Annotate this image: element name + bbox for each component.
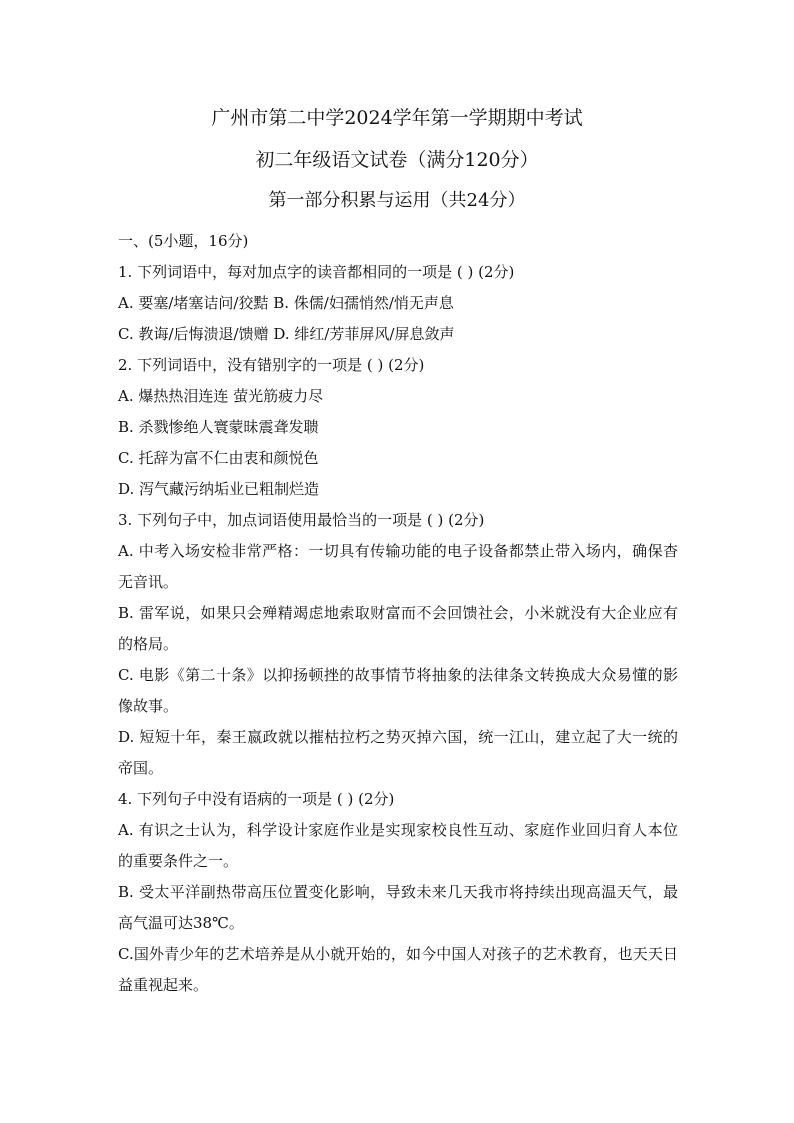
exam-subtitle: 初二年级语文试卷（满分120分） — [255, 149, 539, 171]
q3-option-d: D. 短短十年，秦王嬴政就以摧枯拉朽之势灭掉六国，统一江山，建立起了大一统的帝国。 — [118, 728, 678, 777]
q2-stem: 2. 下列词语中，没有错别字的一项是 ( ) (2分) — [118, 356, 425, 374]
section-heading: 一、(5小题，16分) — [118, 232, 249, 250]
q3-stem: 3. 下列句子中，加点词语使用最恰当的一项是 ( ) (2分) — [118, 511, 485, 529]
q2-option-d: D. 泻气藏污纳垢业已粗制烂造 — [118, 480, 320, 498]
q4-stem: 4. 下列句子中没有语病的一项是 ( ) (2分) — [118, 790, 395, 808]
question-body — [118, 226, 678, 1001]
q4-option-b: B. 受太平洋副热带高压位置变化影响，导致未来几天我市将持续出现高温天气，最高气温可达38℃。 — [118, 883, 678, 932]
q2-option-a: A. 爆热热泪连连 萤光筋疲力尽 — [118, 387, 324, 405]
q3-option-a: A. 中考入场安检非常严格：一切具有传输功能的电子设备都禁止带入场内，确保杳无音讯。 — [118, 542, 678, 591]
q1-stem: 1. 下列词语中，每对加点字的读音都相同的一项是 ( ) (2分) — [118, 263, 515, 281]
q2-option-b: B. 杀戮惨绝人寰蒙昧震聋发聩 — [118, 418, 319, 436]
q3-option-c: C. 电影《第二十条》以抑扬顿挫的故事情节将抽象的法律条文转换成大众易懂的影像故事。 — [118, 666, 678, 715]
exam-title: 广州市第二中学2024学年第一学期期中考试 — [211, 107, 583, 129]
q1-options-cd: C. 教诲/后悔溃退/馈赠 D. 绯红/芳菲屏风/屏息敛声 — [118, 325, 455, 343]
q2-option-c: C. 托辞为富不仁由衷和颜悦色 — [118, 449, 319, 467]
q4-option-c: C.国外青少年的艺术培养是从小就开始的，如今中国人对孩子的艺术教育，也天天日益重视起来。 — [118, 945, 678, 994]
q1-options-ab: A. 要塞/堵塞诘问/狡黠 B. 侏儒/妇孺悄然/悄无声息 — [118, 294, 454, 312]
q4-option-a: A. 有识之士认为，科学设计家庭作业是实现家校良性互动、家庭作业回归育人本位的重要条件之一。 — [118, 821, 678, 870]
q3-option-b: B. 雷军说，如果只会殚精竭虑地索取财富而不会回馈社会，小米就没有大企业应有的格局。 — [118, 604, 678, 653]
part-heading: 第一部分积累与运用（共24分） — [268, 190, 526, 211]
